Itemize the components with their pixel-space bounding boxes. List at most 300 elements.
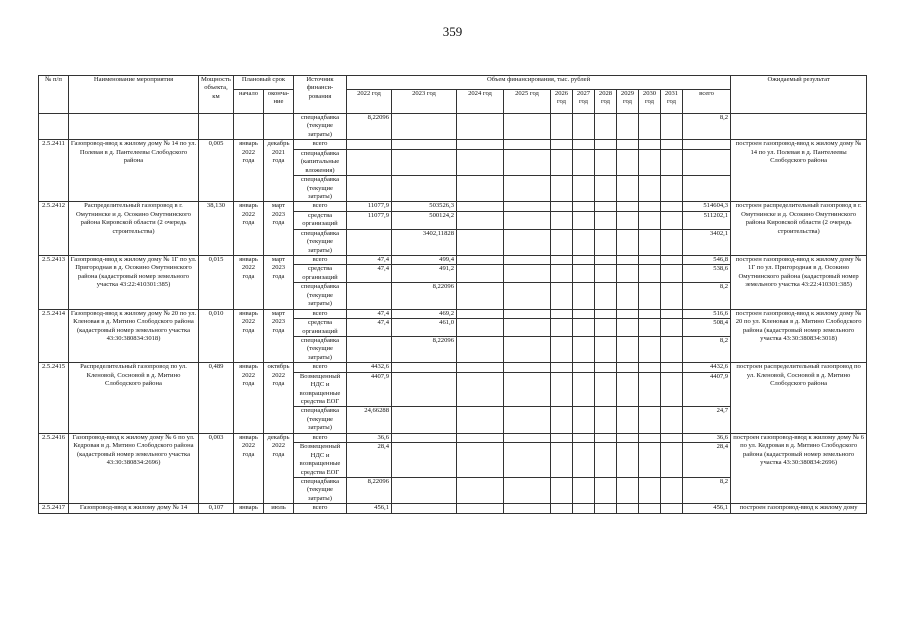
row-value-2022: 36,6 (347, 433, 392, 442)
row-name: Газопровод-ввод к жилому дому № 14 (69, 504, 199, 513)
row-total: 8,2 (683, 336, 731, 362)
row-value-empty (595, 114, 617, 140)
row-value-empty (595, 256, 617, 265)
row-value-empty (504, 309, 551, 318)
row-value-2022: 11077,9 (347, 202, 392, 211)
row-num: 2.5.2414 (39, 309, 69, 363)
row-value-empty (504, 176, 551, 202)
table-row (39, 256, 867, 265)
row-value-empty (504, 504, 551, 513)
row-value-empty (595, 477, 617, 503)
row-value-empty (639, 229, 661, 255)
row-value-empty (457, 283, 504, 309)
header-year: 2023 год (392, 90, 457, 114)
row-source: всего (294, 140, 347, 149)
row-value-2022 (347, 140, 392, 149)
row-num (39, 114, 69, 140)
row-value-empty (504, 265, 551, 283)
header-year: 2026 год (551, 90, 573, 114)
row-start (234, 114, 264, 140)
row-value-empty (661, 114, 683, 140)
row-source: спецнадбавка (текущие затраты) (294, 477, 347, 503)
row-num: 2.5.2416 (39, 433, 69, 504)
row-value-empty (639, 443, 661, 478)
row-value-2023 (392, 176, 457, 202)
header-year: 2024 год (457, 90, 504, 114)
row-name: Распределительный газопровод в г. Омутнинске и д. Осокино Омутнинского района Кировской области (2 очередь строительства) (69, 202, 199, 256)
row-value-empty (661, 372, 683, 407)
row-value-empty (595, 319, 617, 337)
table-body (39, 114, 867, 514)
row-value-empty (617, 372, 639, 407)
row-value-2023 (392, 433, 457, 442)
row-source: средства организаций (294, 319, 347, 337)
header-name: Наименование мероприятия (69, 76, 199, 114)
row-value-empty (457, 202, 504, 211)
header-capacity: Мощность объекта, км (199, 76, 234, 114)
row-start: январь 2022 года (234, 202, 264, 256)
row-value-empty (457, 443, 504, 478)
row-source: Возмещенный НДС и возвращенные средства ЕОГ (294, 372, 347, 407)
row-value-empty (573, 407, 595, 433)
row-value-2023: 461,0 (392, 319, 457, 337)
row-value-empty (617, 265, 639, 283)
row-value-2023 (392, 407, 457, 433)
row-value-empty (595, 407, 617, 433)
row-value-empty (504, 433, 551, 442)
row-total: 36,6 (683, 433, 731, 442)
row-value-empty (457, 256, 504, 265)
row-value-empty (551, 176, 573, 202)
row-value-2022: 47,4 (347, 256, 392, 265)
row-value-empty (639, 407, 661, 433)
row-total: 508,4 (683, 319, 731, 337)
header-term-end: оконча-ние (264, 90, 294, 114)
table-row (39, 140, 867, 149)
table-row (39, 504, 867, 513)
row-source: всего (294, 504, 347, 513)
row-value-2022: 4432,6 (347, 363, 392, 372)
row-total: 538,6 (683, 265, 731, 283)
row-value-empty (551, 319, 573, 337)
row-value-empty (617, 363, 639, 372)
row-value-empty (504, 229, 551, 255)
row-value-2023: 8,22096 (392, 336, 457, 362)
row-total: 456,1 (683, 504, 731, 513)
row-value-2023: 491,2 (392, 265, 457, 283)
row-total (683, 149, 731, 175)
row-value-empty (573, 283, 595, 309)
table-row (39, 363, 867, 372)
row-value-empty (661, 443, 683, 478)
row-value-empty (639, 256, 661, 265)
row-value-empty (573, 229, 595, 255)
row-value-empty (661, 504, 683, 513)
row-value-empty (504, 336, 551, 362)
row-result: построен газопровод-ввод к жилому дому № 1Г по ул. Пригородная в д. Осокино Омутнинского района (кадастровый номер земельного участка 43:22:410301:385) (731, 256, 867, 310)
row-value-empty (639, 433, 661, 442)
row-value-empty (617, 149, 639, 175)
row-value-empty (617, 176, 639, 202)
row-start: январь (234, 504, 264, 513)
row-total: 4407,9 (683, 372, 731, 407)
row-value-empty (595, 140, 617, 149)
row-name: Газопровод-ввод к жилому дому № 14 по ул. Полевая в д. Пантелеевы Слободского района (69, 140, 199, 202)
row-result: построен газопровод-ввод к жилому дому № 20 по ул. Кленовая в д. Митино Слободского района (кадастровый номер земельного участка 43:30:380834:3018) (731, 309, 867, 363)
row-value-empty (595, 149, 617, 175)
row-total: 8,2 (683, 477, 731, 503)
row-value-empty (661, 363, 683, 372)
row-value-empty (595, 372, 617, 407)
table-row (39, 114, 867, 140)
row-value-empty (617, 256, 639, 265)
row-end: март 2023 года (264, 202, 294, 256)
header-result: Ожидаемый результат (731, 76, 867, 114)
row-total: 28,4 (683, 443, 731, 478)
row-end (264, 114, 294, 140)
row-value-empty (595, 443, 617, 478)
row-total: 3402,1 (683, 229, 731, 255)
row-value-empty (661, 336, 683, 362)
row-value-empty (661, 229, 683, 255)
row-value-2022: 8,22096 (347, 477, 392, 503)
row-num: 2.5.2417 (39, 504, 69, 513)
row-value-empty (573, 372, 595, 407)
row-value-empty (457, 149, 504, 175)
row-value-empty (661, 309, 683, 318)
row-value-empty (639, 372, 661, 407)
row-value-empty (457, 372, 504, 407)
row-value-2023 (392, 477, 457, 503)
row-capacity: 0,489 (199, 363, 234, 434)
row-value-empty (639, 265, 661, 283)
row-value-empty (639, 176, 661, 202)
row-total: 516,6 (683, 309, 731, 318)
row-value-empty (573, 140, 595, 149)
row-value-2023 (392, 443, 457, 478)
row-value-empty (457, 211, 504, 229)
header-year: 2028 год (595, 90, 617, 114)
row-end: март 2023 года (264, 256, 294, 310)
header-year: 2027 год (573, 90, 595, 114)
row-value-empty (639, 336, 661, 362)
row-value-2023: 499,4 (392, 256, 457, 265)
row-value-2022: 47,4 (347, 319, 392, 337)
header-year: 2030 год (639, 90, 661, 114)
row-value-empty (504, 149, 551, 175)
row-total: 4432,6 (683, 363, 731, 372)
row-value-2023 (392, 372, 457, 407)
row-result: построен распределительный газопровод по ул. Кленовой, Сосновой в д. Митино Слободского района (731, 363, 867, 434)
row-value-empty (661, 407, 683, 433)
row-start: январь 2022 года (234, 256, 264, 310)
row-name: Газопровод-ввод к жилому дому № 6 по ул. Кедровая в д. Митино Слободского района (кадастровый номер земельного участка 43:30:380834:2696) (69, 433, 199, 504)
header-year: 2031 год (661, 90, 683, 114)
row-value-empty (639, 114, 661, 140)
row-value-empty (661, 283, 683, 309)
row-value-2023 (392, 363, 457, 372)
row-start: январь 2022 года (234, 433, 264, 504)
row-value-empty (504, 114, 551, 140)
row-value-empty (639, 477, 661, 503)
row-value-2023: 3402,11828 (392, 229, 457, 255)
row-total (683, 176, 731, 202)
row-source: спецнадбавка (текущие затраты) (294, 229, 347, 255)
row-source: всего (294, 256, 347, 265)
row-value-empty (617, 477, 639, 503)
row-source: спецнадбавка (текущие затраты) (294, 114, 347, 140)
row-value-empty (661, 477, 683, 503)
row-source: всего (294, 202, 347, 211)
row-value-empty (617, 309, 639, 318)
row-num: 2.5.2415 (39, 363, 69, 434)
row-value-empty (573, 149, 595, 175)
row-value-2022: 47,4 (347, 309, 392, 318)
row-value-empty (617, 211, 639, 229)
row-value-empty (573, 319, 595, 337)
row-source: спецнадбавка (текущие затраты) (294, 407, 347, 433)
row-value-2023 (392, 114, 457, 140)
row-value-2023 (392, 504, 457, 513)
header-num: № п/п (39, 76, 69, 114)
row-total: 8,2 (683, 283, 731, 309)
row-value-empty (551, 433, 573, 442)
row-value-empty (457, 176, 504, 202)
row-value-empty (639, 363, 661, 372)
row-value-empty (551, 229, 573, 255)
row-end: март 2023 года (264, 309, 294, 363)
row-source: всего (294, 433, 347, 442)
row-value-empty (639, 283, 661, 309)
header-total: всего (683, 90, 731, 114)
row-value-2022 (347, 283, 392, 309)
row-value-empty (661, 433, 683, 442)
row-source: всего (294, 363, 347, 372)
row-result: построен распределительный газопровод в г. Омутнинске и д. Осокино Омутнинского района Кировской области (2 очередь строительства) (731, 202, 867, 256)
row-value-empty (617, 433, 639, 442)
row-total: 514604,3 (683, 202, 731, 211)
row-value-empty (639, 202, 661, 211)
row-value-empty (551, 336, 573, 362)
row-value-empty (639, 149, 661, 175)
row-value-empty (551, 283, 573, 309)
row-value-empty (617, 140, 639, 149)
row-value-empty (595, 202, 617, 211)
row-value-2023: 500124,2 (392, 211, 457, 229)
row-value-2022 (347, 229, 392, 255)
row-value-empty (551, 477, 573, 503)
row-capacity: 0,015 (199, 256, 234, 310)
header-year: 2029 год (617, 90, 639, 114)
row-value-empty (595, 433, 617, 442)
table-row (39, 433, 867, 442)
row-value-empty (573, 309, 595, 318)
row-value-2023 (392, 149, 457, 175)
table-row (39, 309, 867, 318)
row-value-empty (504, 202, 551, 211)
row-value-empty (639, 319, 661, 337)
row-value-empty (457, 319, 504, 337)
table-header (39, 76, 867, 114)
row-name: Газопровод-ввод к жилому дому № 1Г по ул. Пригородная в д. Осокино Омутнинского района (кадастровый номер земельного участка 43:22:410301:385) (69, 256, 199, 310)
row-value-empty (595, 265, 617, 283)
row-value-empty (595, 504, 617, 513)
header-volume: Объем финансирования, тыс. рублей (347, 76, 731, 90)
row-source: средства организаций (294, 265, 347, 283)
row-source: Возмещенный НДС и возвращенные средства ЕОГ (294, 443, 347, 478)
row-start: январь 2022 года (234, 140, 264, 202)
row-total: 546,8 (683, 256, 731, 265)
row-value-empty (457, 336, 504, 362)
row-value-empty (504, 319, 551, 337)
header-year: 2025 год (504, 90, 551, 114)
row-value-empty (661, 140, 683, 149)
row-value-empty (504, 283, 551, 309)
row-total: 511202,1 (683, 211, 731, 229)
row-start: январь 2022 года (234, 309, 264, 363)
row-value-empty (617, 114, 639, 140)
row-value-empty (573, 433, 595, 442)
row-value-empty (661, 211, 683, 229)
header-term-start: начало (234, 90, 264, 114)
row-value-empty (457, 140, 504, 149)
row-value-empty (551, 149, 573, 175)
row-value-empty (617, 443, 639, 478)
row-total: 8,2 (683, 114, 731, 140)
row-result (731, 114, 867, 140)
row-value-empty (457, 407, 504, 433)
row-capacity (199, 114, 234, 140)
row-source: всего (294, 309, 347, 318)
row-end: декабрь 2021 года (264, 140, 294, 202)
row-value-empty (457, 265, 504, 283)
row-value-2022: 4407,9 (347, 372, 392, 407)
row-name (69, 114, 199, 140)
row-num: 2.5.2411 (39, 140, 69, 202)
row-value-2022: 8,22096 (347, 114, 392, 140)
row-value-empty (457, 229, 504, 255)
row-value-empty (504, 256, 551, 265)
row-value-2022: 11077,9 (347, 211, 392, 229)
row-value-empty (661, 319, 683, 337)
row-value-empty (457, 114, 504, 140)
row-value-empty (617, 202, 639, 211)
row-value-2023: 503526,3 (392, 202, 457, 211)
row-name: Газопровод-ввод к жилому дому № 20 по ул. Кленовая в д. Митино Слободского района (кадастровый номер земельного участка 43:30:380834:3018) (69, 309, 199, 363)
row-value-empty (573, 443, 595, 478)
row-value-empty (617, 407, 639, 433)
row-value-empty (551, 265, 573, 283)
row-value-empty (551, 202, 573, 211)
row-num: 2.5.2413 (39, 256, 69, 310)
row-value-empty (551, 504, 573, 513)
row-value-empty (595, 363, 617, 372)
row-value-empty (504, 372, 551, 407)
row-value-empty (617, 283, 639, 309)
row-result: построен газопровод-ввод к жилому дому № 6 по ул. Кедровая в д. Митино Слободского района (кадастровый номер земельного участка 43:30:380834:2696) (731, 433, 867, 504)
row-value-empty (573, 336, 595, 362)
row-total: 24,7 (683, 407, 731, 433)
row-value-empty (504, 477, 551, 503)
row-value-empty (551, 443, 573, 478)
row-value-2023 (392, 140, 457, 149)
row-value-empty (457, 477, 504, 503)
row-value-empty (661, 176, 683, 202)
row-value-empty (551, 211, 573, 229)
row-value-empty (573, 265, 595, 283)
row-value-empty (595, 176, 617, 202)
row-end: декабрь 2022 года (264, 433, 294, 504)
row-value-empty (551, 140, 573, 149)
row-result: построен газопровод-ввод к жилому дому (731, 504, 867, 513)
row-end: июль (264, 504, 294, 513)
row-value-empty (661, 202, 683, 211)
row-value-empty (617, 319, 639, 337)
row-value-empty (639, 309, 661, 318)
row-capacity: 0,005 (199, 140, 234, 202)
row-source: спецнадбавка (текущие затраты) (294, 283, 347, 309)
row-value-empty (504, 407, 551, 433)
row-value-2022: 24,66288 (347, 407, 392, 433)
row-start: январь 2022 года (234, 363, 264, 434)
header-term: Плановый срок (234, 76, 294, 90)
row-value-empty (639, 211, 661, 229)
row-value-empty (551, 114, 573, 140)
row-value-empty (457, 363, 504, 372)
row-source: спецнадбавка (текущие затраты) (294, 336, 347, 362)
row-capacity: 0,010 (199, 309, 234, 363)
row-value-empty (573, 202, 595, 211)
row-num: 2.5.2412 (39, 202, 69, 256)
row-value-empty (661, 265, 683, 283)
row-value-empty (639, 504, 661, 513)
table-row (39, 202, 867, 211)
row-value-empty (551, 309, 573, 318)
row-value-empty (595, 211, 617, 229)
row-value-empty (573, 504, 595, 513)
row-value-2022 (347, 336, 392, 362)
row-value-empty (595, 229, 617, 255)
row-value-empty (504, 363, 551, 372)
row-value-empty (661, 149, 683, 175)
row-value-empty (457, 433, 504, 442)
row-value-empty (573, 256, 595, 265)
row-capacity: 0,107 (199, 504, 234, 513)
row-total (683, 140, 731, 149)
row-value-empty (573, 477, 595, 503)
row-value-empty (573, 363, 595, 372)
row-value-empty (617, 504, 639, 513)
row-value-2022: 47,4 (347, 265, 392, 283)
row-capacity: 38,130 (199, 202, 234, 256)
row-source: спецнадбавка (капитальные вложения) (294, 149, 347, 175)
row-value-2022: 28,4 (347, 443, 392, 478)
row-result: построен газопровод-ввод к жилому дому № 14 по ул. Полевая в д. Пантелеевы Слободского района (731, 140, 867, 202)
row-value-empty (551, 363, 573, 372)
row-capacity: 0,003 (199, 433, 234, 504)
row-value-2023: 469,2 (392, 309, 457, 318)
header-source: Источник финанси-рования (294, 76, 347, 114)
row-value-empty (551, 256, 573, 265)
row-value-empty (595, 336, 617, 362)
row-source: спецнадбавка (текущие затраты) (294, 176, 347, 202)
row-value-empty (504, 443, 551, 478)
row-value-empty (457, 309, 504, 318)
row-value-empty (617, 229, 639, 255)
header-year: 2022 год (347, 90, 392, 114)
row-value-empty (639, 140, 661, 149)
row-value-empty (573, 211, 595, 229)
